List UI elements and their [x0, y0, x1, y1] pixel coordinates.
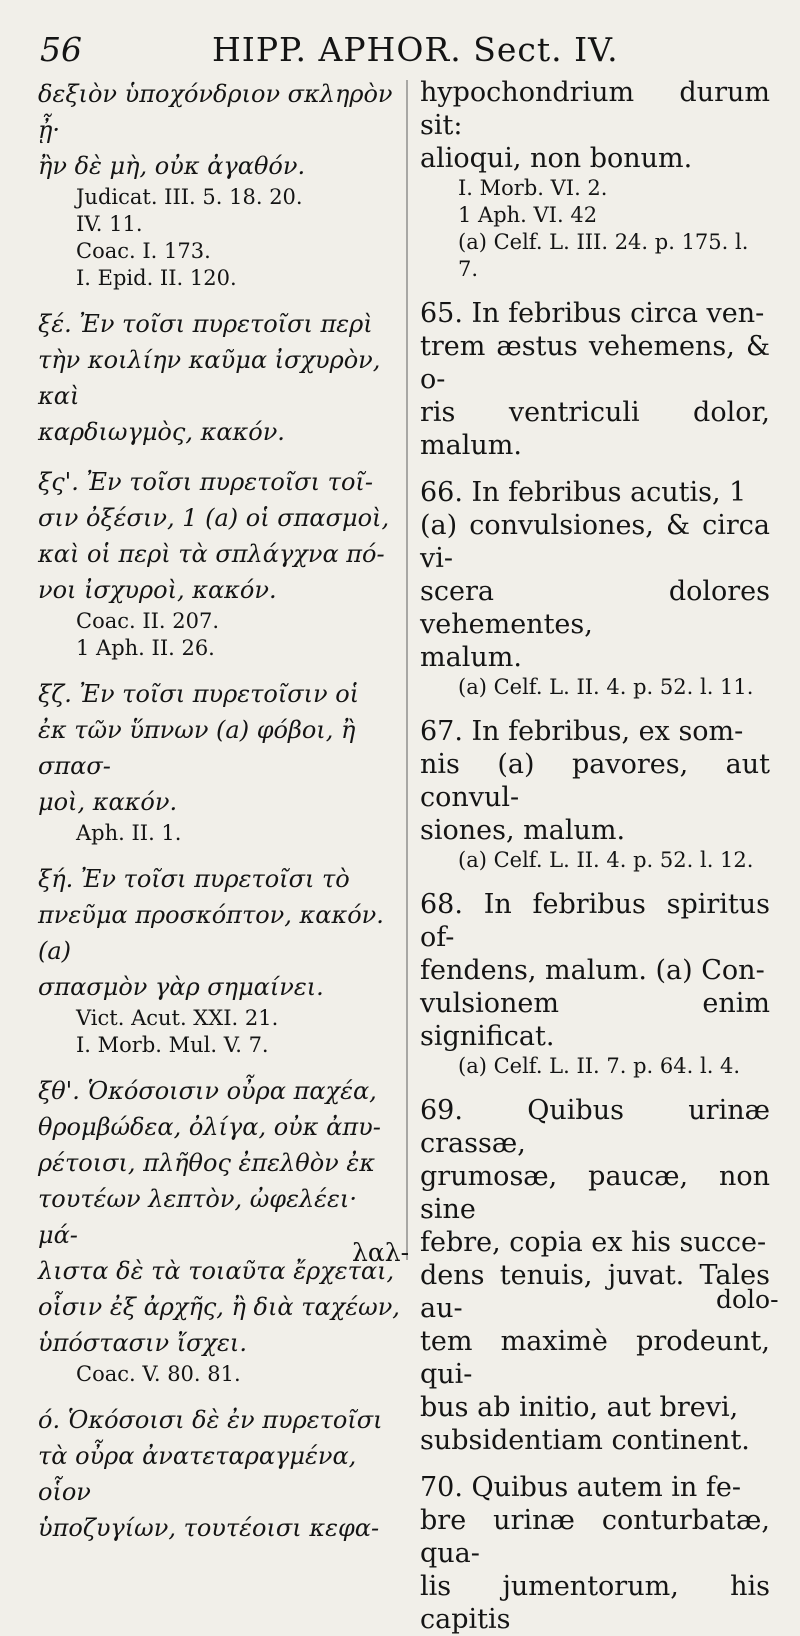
block-spacer [420, 283, 770, 297]
text-line: febre, copia ex his succe- [420, 1227, 767, 1258]
text-line: (a) Celf. L. II. 4. p. 52. l. 12. [458, 848, 754, 872]
block-spacer [420, 701, 770, 715]
latin-aphorism [420, 76, 770, 175]
text-line: νοι ἰσχυροὶ, κακόν. [38, 576, 277, 604]
text-line: bus ab initio, aut brevi, [420, 1392, 739, 1423]
text-line: ξθ'. Ὁκόσοισιν οὖρα παχέα, [38, 1077, 377, 1105]
text-line: I. Epid. II. 120. [76, 266, 237, 290]
text-line: ξς'. Ἐν τοῖσι πυρετοῖσι τοῖ- [38, 468, 373, 496]
block-spacer [38, 662, 403, 676]
text-line: λιστα δὲ τὰ τοιαῦτα ἔρχεται, [38, 1257, 395, 1285]
text-line: 65. In febribus circa ven- [420, 298, 765, 329]
text-line: ξή. Ἐν τοῖσι πυρετοῖσι τὸ [38, 865, 350, 893]
text-line: trem æstus vehemens, & o- [420, 331, 770, 395]
block-spacer [420, 462, 770, 476]
text-line: ὑπόστασιν ἴσχει. [38, 1329, 247, 1357]
text-line: οἷσιν ἐξ ἀρχῆς, ἢ διὰ ταχέων, [38, 1293, 400, 1321]
block-spacer [420, 1457, 770, 1471]
text-line: τουτέων λεπτὸν, ὠφελέει· μά- [38, 1185, 357, 1249]
reference-block [420, 847, 770, 874]
latin-aphorism [420, 297, 770, 462]
text-line: I. Morb. VI. 2. [458, 176, 608, 200]
text-line: Aph. II. 1. [76, 821, 182, 845]
block-spacer [38, 847, 403, 861]
text-line: σιν ὀξέσιν, 1 (a) οἱ σπασμοὶ, [38, 504, 390, 532]
running-title: HIPP. APHOR. Sect. IV. [212, 30, 619, 69]
block-spacer [38, 292, 403, 306]
text-line: δεξιὸν ὑποχόνδριον σκληρὸν ᾖ· [38, 80, 393, 144]
latin-aphorism [420, 1094, 770, 1457]
text-line: 70. Quibus autem in fe- [420, 1472, 741, 1503]
reference-block [38, 1361, 403, 1388]
text-line: 67. In febribus, ex som- [420, 716, 744, 747]
latin-aphorism [420, 476, 770, 674]
text-line: vulsionem enim significat. [420, 988, 770, 1052]
right-catchword: dolo- [716, 1285, 779, 1314]
reference-block [420, 175, 770, 283]
latin-aphorism [420, 1471, 770, 1636]
text-line: tem maximè prodeunt, qui- [420, 1326, 770, 1390]
latin-column [420, 76, 770, 1636]
text-line: ό. Ὁκόσοισι δὲ ἐν πυρετοῖσι [38, 1406, 383, 1434]
block-spacer [38, 1059, 403, 1073]
text-line: σπασμὸν γὰρ σημαίνει. [38, 973, 324, 1001]
text-line: Coac. V. 80. 81. [76, 1362, 241, 1386]
text-line: Coac. I. 173. [76, 239, 211, 263]
text-line: fendens, malum. (a) Con- [420, 955, 765, 986]
greek-aphorism [38, 861, 403, 1005]
greek-aphorism [38, 1402, 403, 1546]
text-line: τὰ οὖρα ἀνατεταραγμένα, οἷον [38, 1442, 357, 1506]
text-line: μοὶ, κακόν. [38, 788, 178, 816]
text-line: Vict. Acut. XXI. 21. [76, 1006, 279, 1030]
text-line: 69. Quibus urinæ crassæ, [420, 1095, 770, 1159]
text-line: IV. 11. [76, 212, 143, 236]
column-divider [406, 80, 408, 1260]
text-line: scera dolores vehementes, [420, 576, 770, 640]
text-line: hypochondrium durum sit: [420, 77, 770, 141]
text-line: (a) Celf. L. III. 24. p. 175. l. 7. [458, 230, 749, 281]
left-catchword: λαλ- [352, 1238, 410, 1267]
text-line: Coac. II. 207. [76, 609, 220, 633]
block-spacer [420, 874, 770, 888]
block-spacer [38, 1388, 403, 1402]
reference-block [38, 820, 403, 847]
text-line: ris ventriculi dolor, malum. [420, 397, 770, 461]
text-line: I. Morb. Mul. V. 7. [76, 1033, 269, 1057]
text-line: ἐκ τῶν ὕπνων (a) φόβοι, ἢ σπασ- [38, 716, 356, 780]
greek-aphorism [38, 306, 403, 450]
text-line: ρέτοισι, πλῆθος ἐπελθὸν ἐκ [38, 1149, 375, 1177]
text-line: Judicat. III. 5. 18. 20. [76, 185, 303, 209]
text-line: ἢν δὲ μὴ, οὐκ ἀγαθόν. [38, 152, 306, 180]
latin-aphorism [420, 888, 770, 1053]
reference-block [38, 1005, 403, 1059]
text-line: nis (a) pavores, aut convul- [420, 749, 770, 813]
text-line: bre urinæ conturbatæ, qua- [420, 1505, 770, 1569]
text-line: θρομβώδεα, ὀλίγα, οὐκ ἀπυ- [38, 1113, 381, 1141]
reference-block [420, 1053, 770, 1080]
text-line: (a) Celf. L. II. 4. p. 52. l. 11. [458, 675, 754, 699]
block-spacer [420, 1080, 770, 1094]
text-line: 1 Aph. II. 26. [76, 636, 215, 660]
text-line: (a) convulsiones, & circa vi- [420, 510, 770, 574]
greek-aphorism [38, 464, 403, 608]
text-line: τὴν κοιλίην καῦμα ἰσχυρὸν, καὶ [38, 346, 381, 410]
text-line: ὑποζυγίων, τουτέοισι κεφα- [38, 1514, 380, 1542]
text-line: 1 Aph. VI. 42 [458, 203, 598, 227]
greek-aphorism [38, 1073, 403, 1361]
text-line: ξζ. Ἐν τοῖσι πυρετοῖσιν οἱ [38, 680, 360, 708]
text-line: 68. In febribus spiritus of- [420, 889, 770, 953]
text-line: (a) Celf. L. II. 7. p. 64. l. 4. [458, 1054, 741, 1078]
text-line: lis jumentorum, his capitis [420, 1571, 770, 1635]
running-header [0, 28, 800, 72]
text-line: malum. [420, 642, 522, 673]
text-line: alioqui, non bonum. [420, 143, 693, 174]
text-line: πνεῦμα προσκόπτον, κακόν. (a) [38, 901, 384, 965]
text-line: siones, malum. [420, 815, 626, 846]
block-spacer [38, 450, 403, 464]
reference-block [420, 674, 770, 701]
text-line: dens tenuis, juvat. Tales au- [420, 1260, 770, 1324]
text-line: 66. In febribus acutis, 1 [420, 477, 747, 508]
latin-aphorism [420, 715, 770, 847]
reference-block [38, 184, 403, 292]
page-number: 56 [40, 30, 82, 69]
text-line: grumosæ, paucæ, non sine [420, 1161, 770, 1225]
text-line: καὶ οἱ περὶ τὰ σπλάγχνα πό- [38, 540, 385, 568]
reference-block [38, 608, 403, 662]
text-line: καρδιωγμὸς, κακόν. [38, 418, 285, 446]
text-line: subsidentiam continent. [420, 1425, 750, 1456]
greek-column [38, 76, 403, 1546]
greek-aphorism [38, 676, 403, 820]
text-line: ξέ. Ἐν τοῖσι πυρετοῖσι περὶ [38, 310, 373, 338]
greek-aphorism [38, 76, 403, 184]
